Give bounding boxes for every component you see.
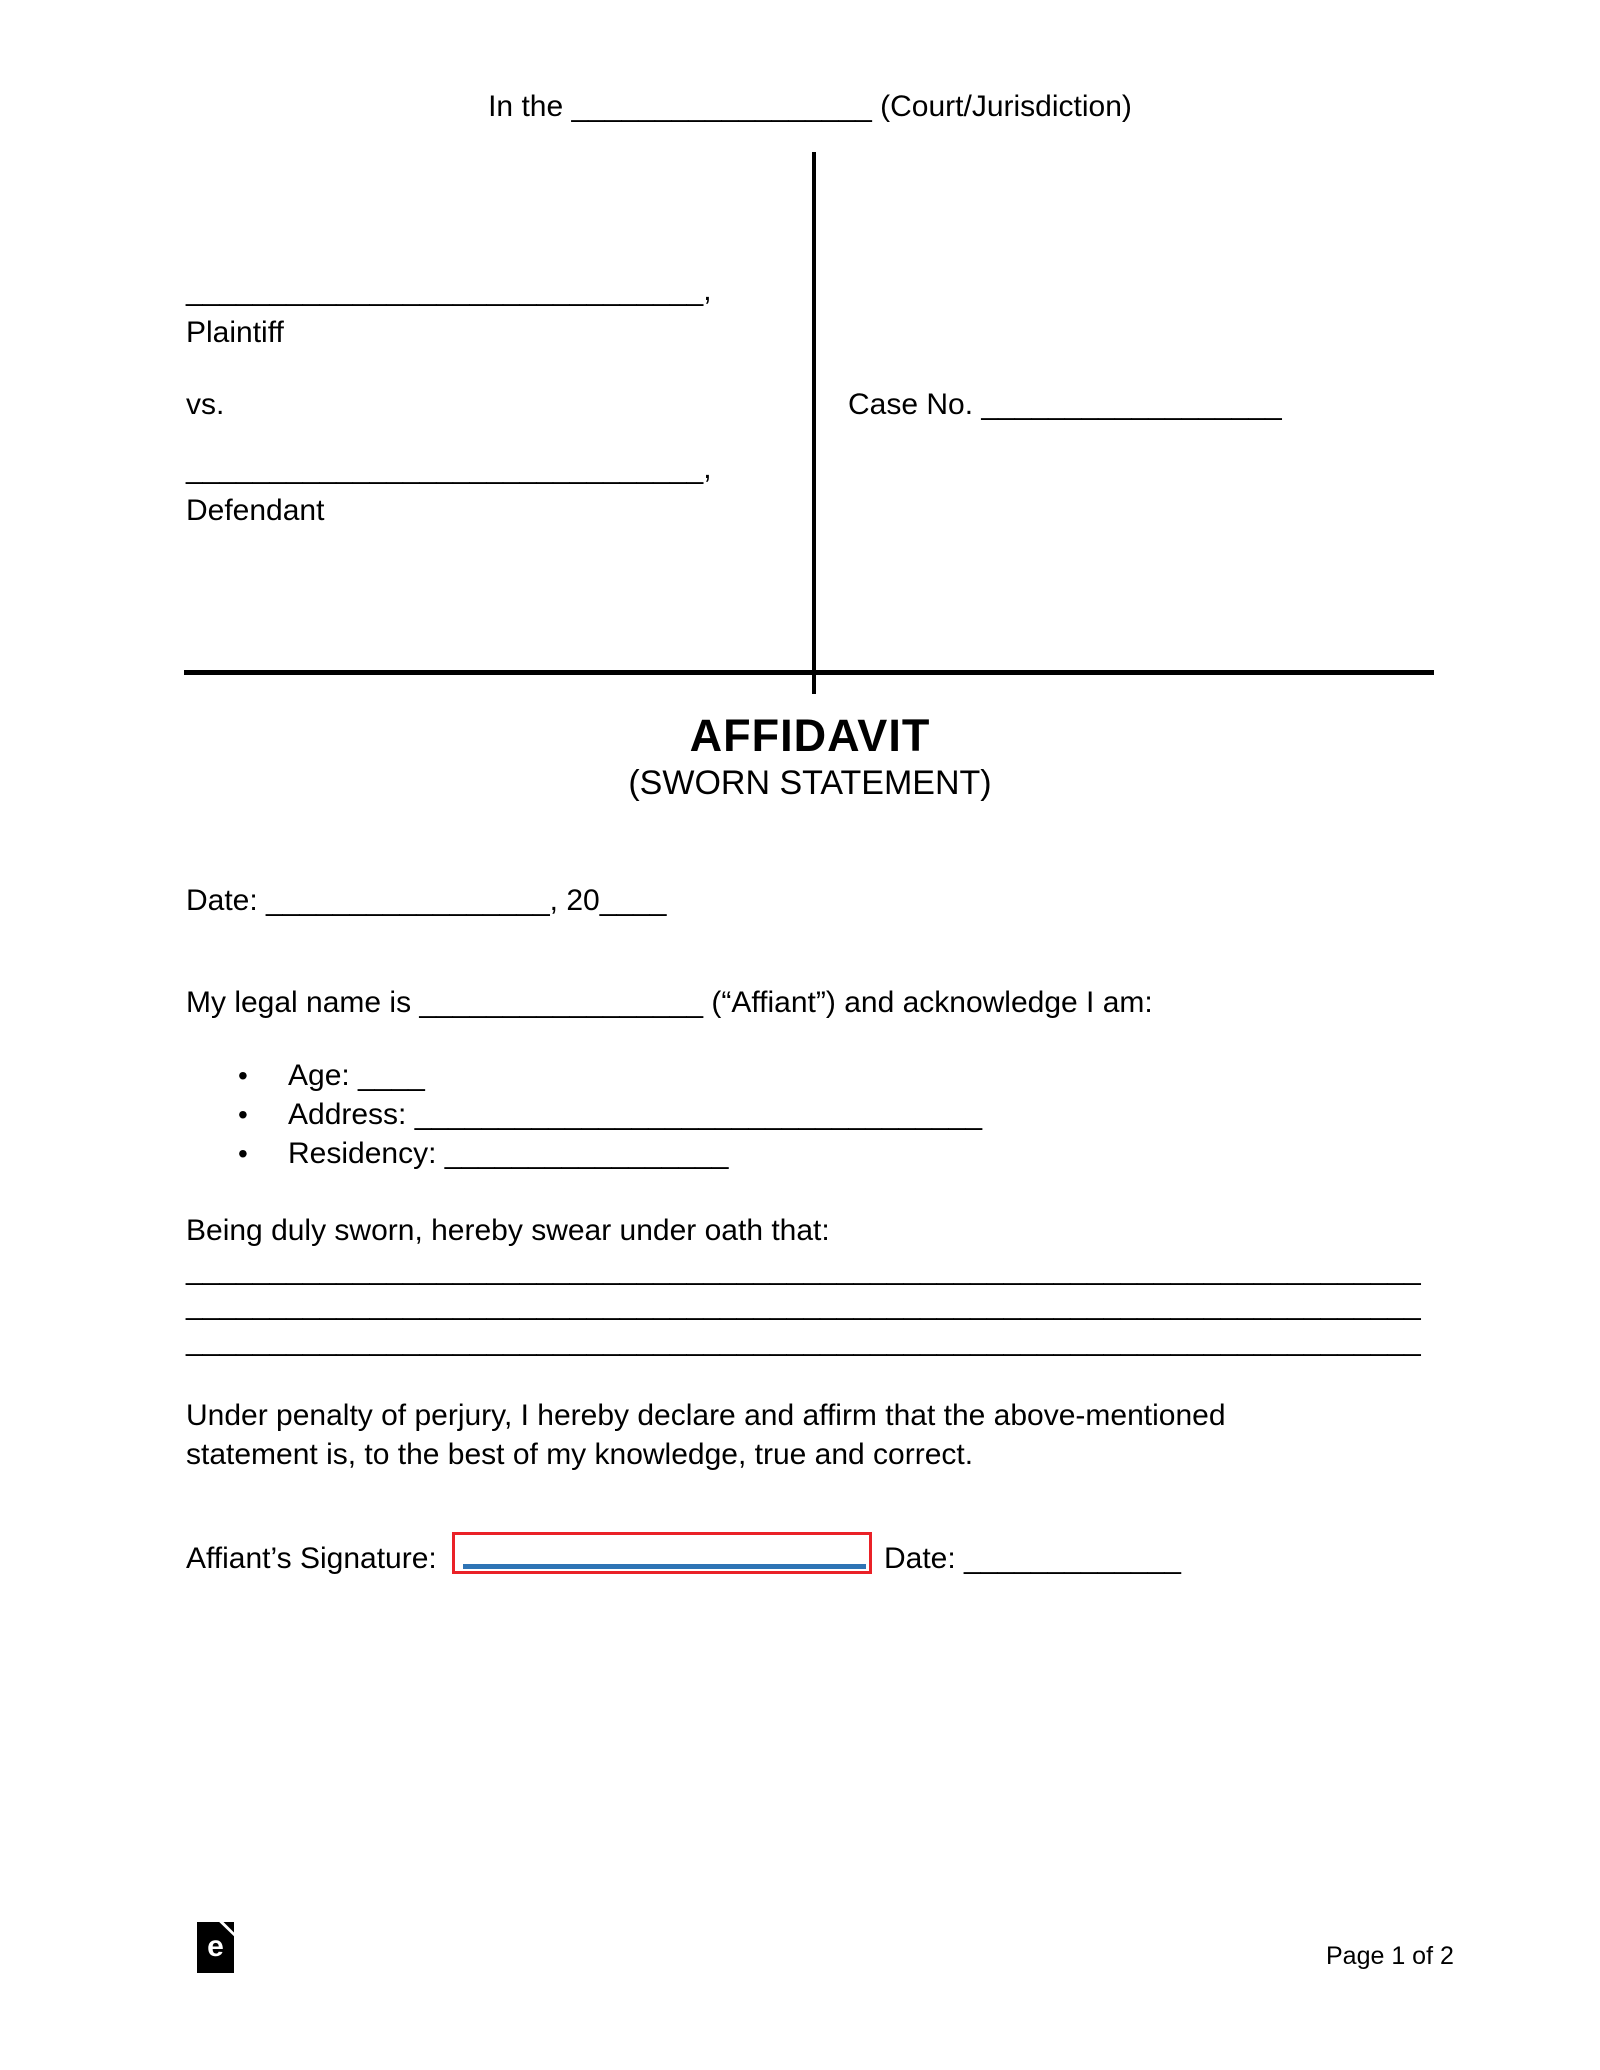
affiant-signature-label: Affiant’s Signature: (186, 1542, 437, 1575)
caption-vertical-divider (812, 152, 816, 694)
bullet-item-age (238, 1059, 425, 1093)
defendant-name-blank: _______________________________, (186, 452, 712, 485)
logo-letter: e (207, 1930, 224, 1963)
plaintiff-label: Plaintiff (186, 316, 284, 349)
bullet-icon: • (238, 1099, 248, 1130)
page-number: Page 1 of 2 (1326, 1942, 1454, 1970)
plaintiff-name-blank: _______________________________, (186, 274, 712, 307)
vs-label: vs. (186, 388, 225, 421)
document-title: AFFIDAVIT (689, 710, 931, 761)
sworn-statement-intro: Being duly sworn, hereby swear under oath that: (186, 1214, 830, 1247)
bullet-text-residency: Residency: _________________ (288, 1137, 729, 1170)
bullet-icon: • (238, 1060, 248, 1091)
statement-blank-line-1: __________________________________________________________________________ (186, 1253, 1421, 1286)
signature-underline (463, 1564, 866, 1569)
document-subtitle: (SWORN STATEMENT) (628, 764, 992, 802)
bullet-text-address: Address: __________________________________ (288, 1098, 982, 1131)
caption-horizontal-rule (184, 670, 1434, 675)
date-line: Date: _________________, 20____ (186, 884, 667, 917)
statement-blank-line-2: __________________________________________________________________________ (186, 1288, 1421, 1321)
case-number-line: Case No. __________________ (848, 388, 1282, 421)
eforms-logo (197, 1922, 234, 1973)
bullet-text-age: Age: ____ (288, 1059, 425, 1092)
perjury-paragraph: Under penalty of perjury, I hereby declare and affirm that the above-mentioned statement is, to the best of my knowledge, true and correct. (186, 1399, 1226, 1471)
bullet-item-residency (238, 1137, 728, 1171)
bullet-icon: • (238, 1138, 248, 1169)
defendant-label: Defendant (186, 494, 325, 527)
legal-name-line: My legal name is _________________ (“Affiant”) and acknowledge I am: (186, 986, 1153, 1019)
signature-date-line: Date: _____________ (884, 1542, 1181, 1575)
court-jurisdiction-line: In the __________________ (Court/Jurisdiction) (488, 90, 1132, 123)
signature-field[interactable] (452, 1532, 872, 1574)
bullet-item-address (238, 1098, 982, 1132)
statement-blank-line-3: __________________________________________________________________________ (186, 1324, 1421, 1357)
